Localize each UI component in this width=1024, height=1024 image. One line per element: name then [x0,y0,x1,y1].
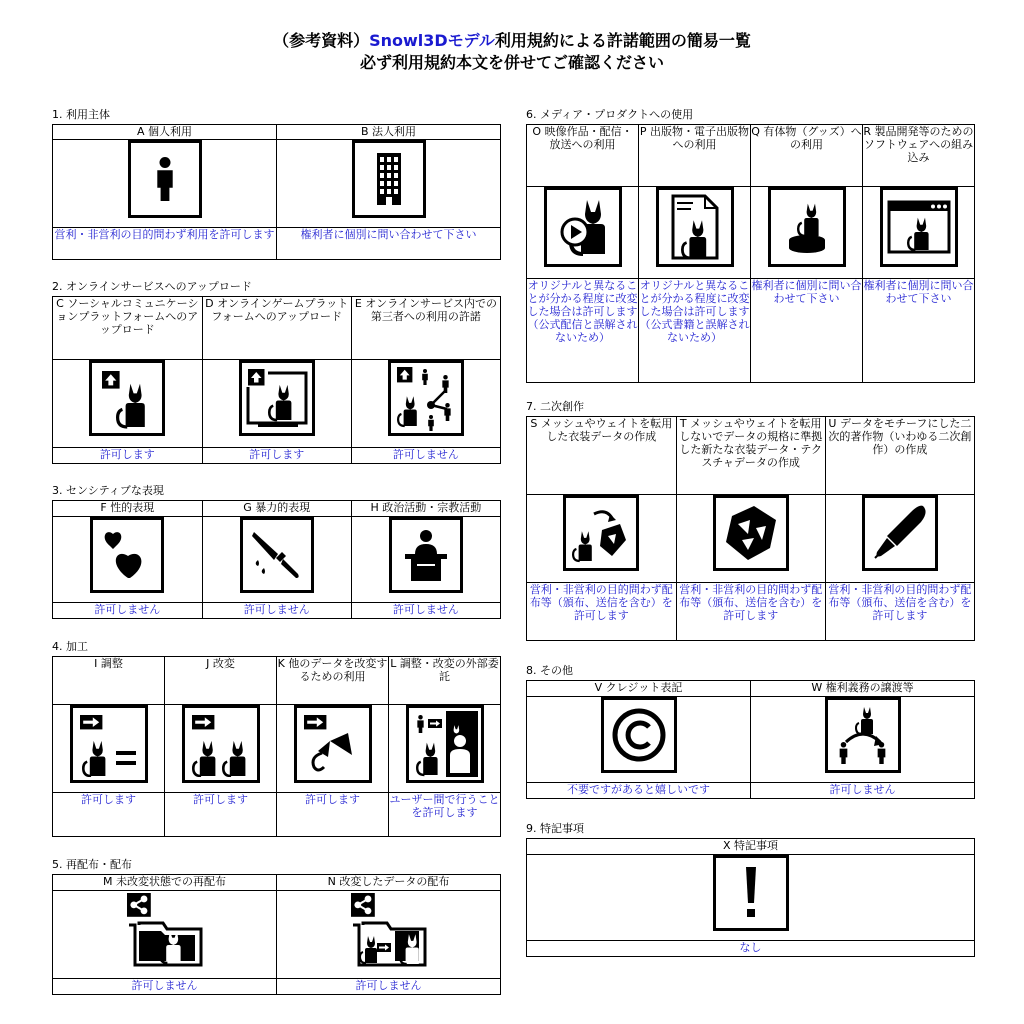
status-i: 許可します [53,793,165,837]
title-highlight: Snowl3Dモデル [369,31,495,50]
section-5-table [52,874,501,995]
section-6-media [526,108,975,383]
header-l: L 調整・改変の外部委託 [389,657,501,705]
section-9-notes [526,822,975,957]
modify-icon [182,705,260,783]
video-play-icon [544,187,622,267]
section-title: 6. メディア・プロダクトへの使用 [526,108,694,121]
status-x: なし [527,941,975,957]
status-g: 許可しません [202,603,351,619]
section-7-derivatives [526,400,975,641]
copyright-icon [601,697,677,773]
section-title: 2. オンラインサービスへのアップロード [52,280,252,293]
section-8-table [526,680,975,799]
status-s: 営利・非営利の目的問わず配布等（頒布、送信を含む）を許可します [527,583,677,641]
section-1-users [52,108,501,260]
header-r: R 製品開発等のためのソフトウェアへの組み込み [863,125,975,187]
ribbon-icon [294,705,372,783]
section-title: 9. 特記事項 [526,822,584,835]
section-4-table [52,656,501,837]
header-u: U データをモチーフにした二次的著作物（いわゆる二次創作）の作成 [825,417,974,495]
header-b: B 法人利用 [277,125,501,140]
section-2-table [52,296,501,464]
share-folder-modified-icon [349,891,429,969]
costume-icon [713,495,789,571]
building-icon [352,140,426,218]
header-g: G 暴力的表現 [202,501,351,517]
person-icon [128,140,202,218]
header-h: H 政治活動・宗教活動 [351,501,500,517]
header-f: F 性的表現 [53,501,203,517]
header-o: O 映像作品・配信・放送への利用 [527,125,639,187]
status-h: 許可しません [351,603,500,619]
header-a: A 個人利用 [53,125,277,140]
section-3-table [52,500,501,619]
status-t: 営利・非営利の目的問わず配布等（頒布、送信を含む）を許可します [676,583,825,641]
section-title: 3. センシティブな表現 [52,484,164,497]
hearts-icon [90,517,164,593]
status-b: 権利者に個別に問い合わせて下さい [277,228,501,260]
section-5-redistribution [52,858,501,995]
header-c: C ソーシャルコミュニケーションプラットフォームへのアップロード [53,297,203,360]
status-p: オリジナルと異なることが分かる程度に改変した場合は許可します（公式書籍と誤解されないため） [639,279,751,383]
header-d: D オンラインゲームプラットフォームへのアップロード [202,297,351,360]
header-s: S メッシュやウェイトを転用した衣装データの作成 [527,417,677,495]
header-m: M 未改変状態での再配布 [53,875,277,891]
status-a: 営利・非営利の目的問わず利用を許可します [53,228,277,260]
status-l: ユーザー間で行うことを許可します [389,793,501,837]
status-v: 不要ですがあると嬉しいです [527,783,751,799]
status-w: 許可しません [751,783,975,799]
section-title: 1. 利用主体 [52,108,110,121]
upload-avatar-icon [89,360,165,436]
status-r: 権利者に個別に問い合わせて下さい [863,279,975,383]
section-1-table [52,124,501,260]
status-f: 許可しません [53,603,203,619]
header-x: X 特記事項 [527,839,975,855]
header-e: E オンラインサービス内での第三者への利用の許諾 [351,297,500,360]
costume-convert-icon [563,495,639,571]
exclamation-icon [713,855,789,931]
section-7-table [526,416,975,641]
share-users-icon [388,360,464,436]
status-c: 許可します [53,448,203,464]
section-title: 7. 二次創作 [526,400,584,413]
page-title [0,31,1024,51]
page-subtitle: 必ず利用規約本文を併せてご確認ください [359,53,664,72]
outsource-icon [406,705,484,783]
transfer-icon [825,697,901,773]
header-v: V クレジット表記 [527,681,751,697]
section-3-sensitive [52,484,501,619]
header-q: Q 有体物（グッズ）への利用 [751,125,863,187]
status-m: 許可しません [53,979,277,995]
status-e: 許可しません [351,448,500,464]
section-8-other [526,664,975,799]
header-p: P 出版物・電子出版物への利用 [639,125,751,187]
header-t: T メッシュやウェイトを転用しないでデータの規格に準拠した新たな衣装データ・テクスチャデータの作成 [676,417,825,495]
section-title: 4. 加工 [52,640,88,653]
status-o: オリジナルと異なることが分かる程度に改変した場合は許可します（公式配信と誤解されないため） [527,279,639,383]
pen-nib-icon [862,495,938,571]
title-prefix: （参考資料） [273,31,370,50]
status-j: 許可します [165,793,277,837]
header-i: I 調整 [53,657,165,705]
section-9-table [526,838,975,957]
status-u: 営利・非営利の目的問わず配布等（頒布、送信を含む）を許可します [825,583,974,641]
section-6-table [526,124,975,383]
share-folder-icon [125,891,205,969]
status-d: 許可します [202,448,351,464]
section-2-upload [52,280,501,464]
upload-monitor-icon [239,360,315,436]
section-title: 5. 再配布・配布 [52,858,132,871]
section-4-processing [52,640,501,837]
knife-icon [240,517,314,593]
podium-icon [389,517,463,593]
header-k: K 他のデータを改変するための利用 [277,657,389,705]
status-n: 許可しません [277,979,501,995]
title-suffix: 利用規約による許諾範囲の簡易一覧 [494,31,751,50]
software-window-icon [880,187,958,267]
header-j: J 改変 [165,657,277,705]
header-w: W 権利義務の譲渡等 [751,681,975,697]
header-n: N 改変したデータの配布 [277,875,501,891]
adjust-icon [70,705,148,783]
status-q: 権利者に個別に問い合わせて下さい [751,279,863,383]
section-title: 8. その他 [526,664,573,677]
figure-stand-icon [768,187,846,267]
status-k: 許可します [277,793,389,837]
document-icon [656,187,734,267]
